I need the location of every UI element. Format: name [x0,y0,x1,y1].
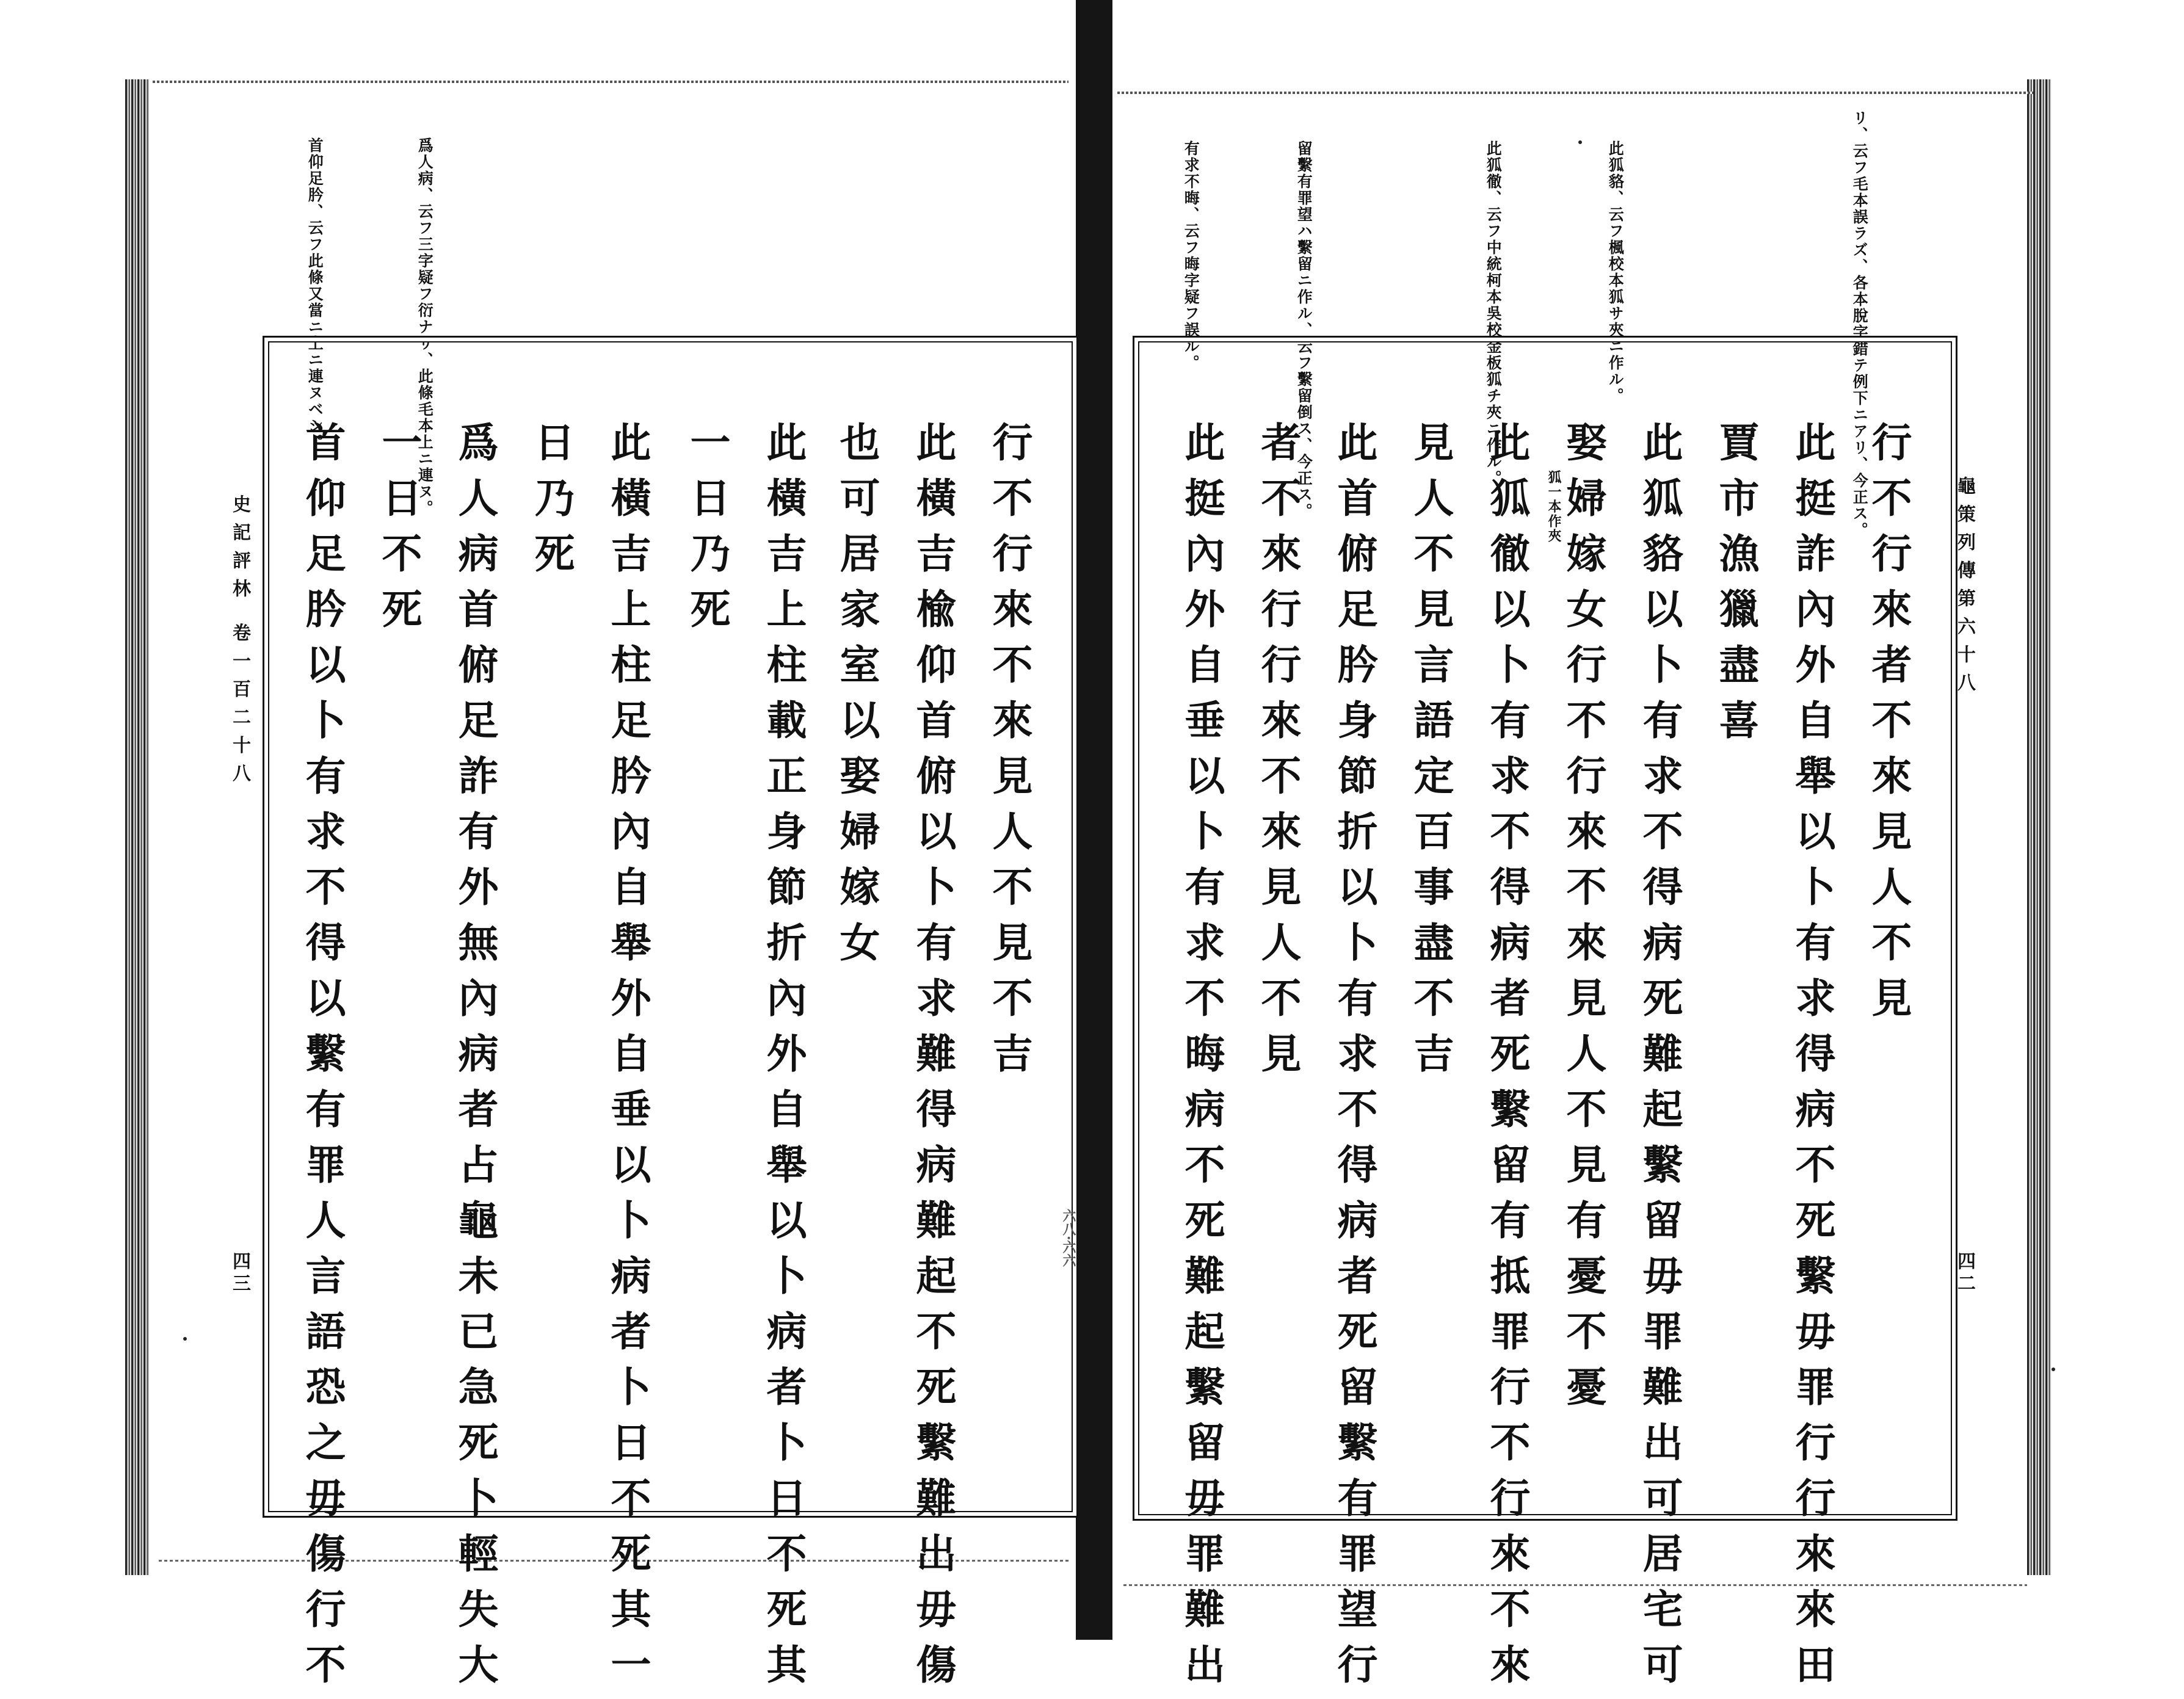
right-headnote-4: 留繫有罪望ハ繫留ニ作ル、云フ繫留倒ス、今正ス。 [1295,140,1313,520]
left-column-7: 日乃死 [528,421,575,588]
right-column-5: 娶婦嫁女行不行來不來見人不見有憂不憂 [1559,421,1607,1421]
left-column-8: 爲人病首俯足詐有外無內病者占龜未已急死卜輕失大 [451,421,499,1699]
left-column-3: 也可居家室以娶婦嫁女 [833,421,880,977]
right-column-7: 見人不見言語定百事盡不吉 [1407,421,1454,1088]
right-top-edge [1117,92,2033,94]
right-bottom-edge [1123,1584,2027,1586]
left-running-head: 史記評林 卷一百二十八 [229,494,250,792]
left-column-2: 此橫吉楡仰首俯以卜有求難得病難起不死繫難出毋傷 [909,421,957,1699]
left-column-5: 一日乃死 [683,421,731,643]
right-column-6: 此狐徹以卜有求不得病者死繫留有抵罪行不行來不來 [1483,421,1531,1699]
book-gutter [1076,0,1112,1640]
left-top-edge [153,81,1068,83]
right-column-1: 行不行來者不來見人不見 [1865,421,1912,1032]
left-column-1: 行不行來不來見人不見不吉 [985,421,1033,1088]
right-column-8: 此首俯足肣身節折以卜有求不得病者死留繫有罪望行 [1330,421,1378,1699]
right-headnote-1: リ、云フ毛本誤ラズ、各本脫字錯テ例下ニアリ、今正ス。 [1851,110,1869,538]
scan-speck [1578,140,1582,144]
right-column-9: 者不來行行來不來見人不見 [1254,421,1302,1088]
right-interlinear-note: 狐一本作夾 [1546,470,1562,543]
left-headnote-1: 首仰足肣、云フ此條又當ニ上ニ連ヌベシ。 [306,137,324,451]
left-headnote-2: 爲人病、云フ三字疑フ衍ナリ、此條毛本上ニ連ヌ。 [416,137,434,516]
right-running-head: 龜策列傳第六十八 [1954,476,1975,701]
gutter-mark: 六八·六六 [1061,1209,1076,1267]
left-column-10: 首仰足肣以卜有求不得以繫有罪人言語恐之毋傷行不 [299,421,346,1699]
left-column-4: 此橫吉上柱載正身節折內外自舉以卜病者卜日不死其 [760,421,807,1699]
right-column-3: 賈市漁獵盡喜 [1712,421,1760,755]
left-page-number: 四三 [229,1252,250,1295]
right-page-edge [2027,79,2052,1575]
left-column-6: 此橫吉上柱足肣內自舉外自垂以卜病者卜日不死其一 [604,421,651,1699]
right-page-number: 四二 [1954,1252,1975,1295]
left-page-edge [125,79,150,1575]
scan-speck [2052,1368,2055,1371]
right-column-10: 此挺內外自垂以卜有求不晦病不死難起繫留毋罪難出 [1178,421,1225,1699]
right-headnote-5: 有求不晦、云フ晦字疑フ誤ル。 [1182,140,1200,371]
right-headnote-3: 此狐徹、云フ中統柯本吳校金板狐チ夾ニ作ル。 [1484,140,1503,487]
right-column-2: 此挺詐內外自舉以卜有求得病不死繫毋罪行行來來田 [1788,421,1836,1699]
right-headnote-2: 此狐貉、云フ楓校本狐サ夾ニ作ル。 [1606,140,1625,404]
scan-speck [183,1337,187,1341]
right-column-4: 此狐貉以卜有求不得病死難起繫留毋罪難出可居宅可 [1636,421,1683,1699]
left-column-9: 一日不死 [375,421,423,643]
